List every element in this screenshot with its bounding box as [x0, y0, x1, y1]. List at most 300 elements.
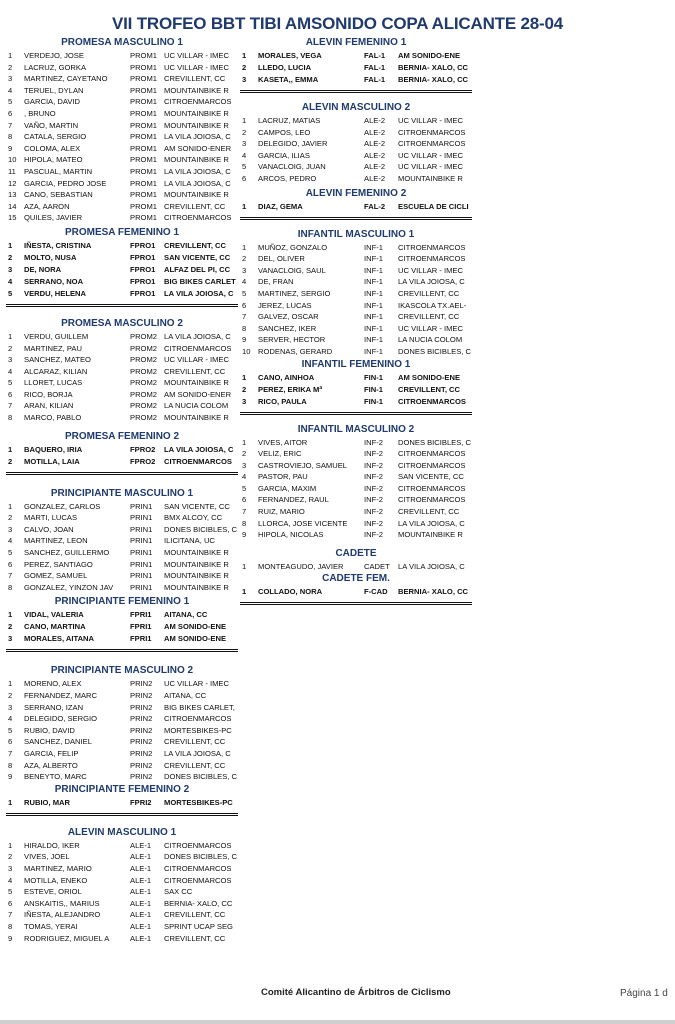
category-section: [240, 547, 472, 573]
rider-row: [6, 678, 238, 690]
rider-club: ALFAZ DEL PI, CC: [164, 264, 231, 274]
rider-position: 12: [8, 178, 17, 188]
category-section: [240, 423, 472, 541]
rider-position: 6: [8, 108, 13, 118]
rider-category: PRIN1: [130, 536, 153, 546]
rider-row: [240, 265, 472, 277]
rider-category: ALE-2: [364, 162, 386, 172]
rider-row: [6, 933, 238, 945]
rider-row: [6, 120, 238, 132]
rider-category: INF-2: [364, 449, 383, 459]
rider-category: ALE-1: [130, 898, 152, 908]
rider-category: INF-1: [364, 265, 383, 275]
rider-club: SAX CC: [164, 887, 193, 897]
rider-club: CITROENMARCOS: [164, 714, 232, 724]
right-column: [240, 36, 472, 605]
rider-row: [6, 863, 238, 875]
category-section: [240, 228, 472, 358]
rider-club: CREVILLENT, CC: [398, 507, 460, 517]
rider-position: 5: [8, 725, 13, 735]
rider-row: [240, 437, 472, 449]
rider-row: [6, 400, 238, 412]
rider-name: COLLADO, NORA: [258, 587, 323, 597]
category-title: PROMESA MASCULINO 1: [61, 37, 183, 48]
rider-category: FAL-1: [364, 75, 386, 84]
rider-row: [240, 276, 472, 288]
rider-row: [240, 62, 472, 74]
rider-category: INF-1: [364, 254, 383, 264]
rider-position: 5: [8, 548, 13, 558]
rider-row: [240, 173, 472, 185]
rider-position: 3: [8, 355, 13, 365]
rider-category: ALE-2: [364, 116, 386, 125]
rider-row: [6, 166, 238, 178]
category-title: PRINCIPIANTE MASCULINO 1: [50, 487, 194, 499]
rider-name: VERDU, HELENA: [24, 288, 87, 298]
rider-row: [6, 725, 238, 737]
rider-category: PRIN2: [130, 772, 153, 782]
rider-name: DE, NORA: [24, 264, 62, 274]
rider-row: [6, 570, 238, 582]
rider-category: PRIN1: [130, 559, 153, 569]
rider-category: FPRO1: [130, 288, 156, 298]
left-column: [6, 36, 238, 944]
rider-position: 5: [8, 97, 13, 107]
rider-name: SERVER, HECTOR: [258, 335, 326, 345]
rider-club: UC VILLAR - IMEC: [398, 116, 463, 125]
rider-category: PRIN1: [130, 501, 153, 511]
rider-name: , BRUNO: [24, 108, 56, 118]
rider-row: [6, 62, 238, 74]
category-section: [240, 36, 472, 93]
rider-category: FPRO1: [130, 264, 156, 274]
rider-club: AM SONIDO-ENE: [164, 622, 227, 632]
rider-category: INF-2: [364, 507, 383, 517]
rider-name: PEREZ, ERIKA Mª: [258, 384, 323, 394]
rider-row: [6, 96, 238, 108]
rider-category: FPRI1: [130, 610, 152, 620]
rider-position: 2: [8, 513, 13, 523]
rider-row: [6, 366, 238, 378]
rider-position: 1: [8, 797, 13, 807]
rider-position: 2: [8, 852, 13, 862]
rider-position: 7: [8, 748, 13, 758]
rider-position: 7: [8, 571, 13, 581]
rider-category: INF-2: [364, 460, 383, 470]
rider-category: ALE-1: [130, 840, 152, 850]
rider-row: [240, 334, 472, 346]
rider-name: LLORET, LUCAS: [24, 378, 83, 388]
rider-club: CITROENMARCOS: [164, 456, 232, 466]
rider-club: UC VILLAR - IMEC: [164, 62, 229, 72]
rider-row: [240, 586, 472, 598]
rider-club: DONES BICIBLES, C: [164, 524, 238, 534]
rider-position: 8: [242, 518, 247, 528]
rider-name: MUÑOZ, GONZALO: [258, 242, 328, 252]
rider-category: PRIN1: [130, 571, 153, 581]
rider-name: SANCHEZ, MATEO: [24, 355, 91, 365]
rider-club: AM SONIDO-ENE: [164, 634, 227, 644]
rider-row: [6, 621, 238, 633]
rider-category: PRIN1: [130, 582, 153, 592]
rider-club: SAN VICENTE, CC: [398, 472, 464, 482]
rider-row: [6, 547, 238, 559]
rider-position: 9: [242, 335, 247, 345]
rider-club: UC VILLAR - IMEC: [398, 162, 463, 172]
rider-category: FAL-2: [364, 201, 386, 211]
rider-category: PROM2: [130, 366, 158, 376]
rider-club: UC VILLAR - IMEC: [164, 679, 229, 689]
rider-position: 6: [8, 737, 13, 747]
rider-position: 3: [242, 265, 247, 275]
rider-category: ALE-2: [364, 139, 386, 149]
rider-category: FPRO1: [130, 276, 156, 286]
rider-club: BERNIA- XALO, CC: [164, 898, 233, 908]
rider-name: GONZALEZ, YINZON JAV: [24, 582, 114, 592]
rider-position: 9: [8, 143, 13, 153]
rider-name: PASTOR, PAU: [258, 472, 308, 482]
rider-club: UC VILLAR - IMEC: [398, 150, 463, 160]
rider-row: [6, 535, 238, 547]
rider-name: MARTINEZ, CAYETANO: [24, 74, 108, 84]
rider-position: 2: [8, 343, 13, 353]
rider-category: PRIN1: [130, 513, 153, 523]
rider-position: 3: [8, 264, 13, 274]
rider-position: 6: [242, 300, 247, 310]
rider-category: PROM1: [130, 120, 158, 130]
rider-category: PRIN1: [130, 548, 153, 558]
rider-row: [6, 909, 238, 921]
rider-position: 3: [242, 460, 247, 470]
rider-name: VELIZ, ERIC: [258, 449, 302, 459]
rider-club: CITROENMARCOS: [398, 449, 466, 459]
rider-category: PROM1: [130, 108, 158, 118]
category-section: [6, 664, 238, 782]
rider-club: ILICITANA, UC: [164, 536, 215, 546]
rider-name: SANCHEZ, IKER: [258, 323, 317, 333]
rider-name: KASETA,, EMMA: [258, 75, 319, 84]
rider-row: [6, 736, 238, 748]
rider-category: PROM2: [130, 331, 158, 341]
rider-club: AM SONIDO-ENER: [164, 143, 232, 153]
rider-category: PROM2: [130, 389, 158, 399]
section-divider: [240, 217, 472, 220]
rider-row: [6, 444, 238, 456]
rider-name: RUIZ, MARIO: [258, 507, 305, 517]
rider-row: [240, 161, 472, 173]
rider-row: [6, 108, 238, 120]
rider-row: [240, 50, 472, 62]
rider-row: [240, 127, 472, 139]
rider-position: 8: [8, 582, 13, 592]
rider-name: DELEGIDO, JAVIER: [258, 139, 328, 149]
rider-category: INF-1: [364, 242, 383, 252]
rider-club: DONES BICIBLES, C: [398, 437, 472, 447]
rider-row: [240, 74, 472, 86]
rider-position: 15: [8, 213, 17, 223]
rider-category: PRIN2: [130, 679, 153, 689]
rider-position: 3: [242, 75, 247, 84]
rider-category: FPRI2: [130, 797, 152, 807]
rider-club: MORTESBIKES-PC: [164, 797, 233, 807]
rider-position: 4: [242, 150, 247, 160]
rider-category: PROM2: [130, 343, 158, 353]
category-title: ALEVIN FEMENINO 1: [305, 37, 407, 48]
rider-position: 1: [242, 561, 247, 571]
category-title: INFANTIL FEMENINO 1: [301, 358, 411, 370]
rider-club: LA VILA JOIOSA, C: [164, 331, 231, 341]
rider-position: 1: [242, 116, 247, 125]
category-section: [6, 783, 238, 816]
rider-name: AZA, ALBERTO: [24, 760, 78, 770]
rider-row: [6, 690, 238, 702]
rider-position: 2: [242, 254, 247, 264]
rider-position: 2: [242, 127, 247, 137]
category-section: [240, 358, 472, 415]
rider-row: [6, 713, 238, 725]
rider-club: BERNIA- XALO, CC: [398, 63, 469, 72]
rider-category: INF-2: [364, 472, 383, 482]
rider-name: COLOMA, ALEX: [24, 143, 81, 153]
rider-club: MOUNTAINBIKE R: [164, 120, 229, 130]
rider-name: ANSKAITIS,, MARIUS: [24, 898, 100, 908]
rider-name: MARTINEZ, PAU: [24, 343, 82, 353]
rider-row: [6, 412, 238, 424]
rider-position: 6: [8, 559, 13, 569]
rider-row: [240, 460, 472, 472]
rider-club: LA NUCIA COLOM: [164, 401, 229, 411]
rider-row: [6, 633, 238, 645]
rider-position: 6: [242, 495, 247, 505]
rider-name: PEREZ, SANTIAGO: [24, 559, 93, 569]
rider-position: 4: [8, 714, 13, 724]
rider-club: CREVILLENT, CC: [164, 910, 226, 920]
footer-organization: Comité Alicantino de Árbitros de Ciclismo: [261, 987, 451, 998]
rider-row: [6, 212, 238, 224]
category-section: [6, 487, 238, 594]
rider-row: [240, 311, 472, 323]
rider-club: CITROENMARCOS: [164, 97, 232, 107]
rider-position: 1: [8, 240, 13, 250]
category-section: [6, 430, 238, 475]
rider-row: [240, 138, 472, 150]
rider-name: HIPOLA, NICOLAS: [258, 530, 324, 540]
rider-row: [240, 372, 472, 384]
rider-row: [6, 582, 238, 594]
rider-position: 1: [242, 201, 247, 211]
rider-row: [6, 512, 238, 524]
rider-category: PRIN1: [130, 524, 153, 534]
rider-name: MORALES, VEGA: [258, 51, 322, 60]
rider-position: 1: [8, 610, 13, 620]
rider-club: CREVILLENT, CC: [164, 760, 226, 770]
rider-position: 5: [242, 162, 247, 172]
rider-name: VIDAL, VALERIA: [24, 610, 84, 620]
rider-club: ESCUELA DE CICLI: [398, 201, 469, 211]
page-bottom-edge: [0, 1020, 675, 1024]
section-divider: [6, 304, 238, 307]
rider-position: 1: [242, 242, 247, 252]
rider-category: PROM1: [130, 51, 158, 60]
rider-row: [6, 178, 238, 190]
rider-name: CATALA, SERGIO: [24, 132, 87, 142]
rider-club: SPRINT UCAP SEG: [164, 921, 233, 931]
rider-club: SAN VICENTE, CC: [164, 252, 231, 262]
rider-row: [6, 264, 238, 276]
rider-club: LA VILA JOIOSA, C: [164, 132, 231, 142]
rider-name: VERDU, GUILLEM: [24, 331, 89, 341]
rider-name: QUILES, JAVIER: [24, 213, 83, 223]
rider-category: INF-1: [364, 335, 383, 345]
rider-position: 8: [242, 323, 247, 333]
rider-row: [6, 50, 238, 62]
rider-club: MOUNTAINBIKE R: [398, 530, 463, 540]
rider-row: [240, 506, 472, 518]
rider-position: 11: [8, 166, 16, 176]
rider-category: PROM1: [130, 201, 158, 211]
rider-club: LA VILA JOIOSA, C: [164, 444, 234, 454]
rider-position: 5: [242, 483, 247, 493]
rider-row: [240, 448, 472, 460]
rider-position: 3: [242, 139, 247, 149]
rider-name: GOMEZ, SAMUEL: [24, 571, 88, 581]
rider-name: ALCARAZ, KILIAN: [24, 366, 88, 376]
rider-row: [240, 201, 472, 213]
rider-category: FPRO2: [130, 456, 156, 466]
rider-name: PASCUAL, MARTIN: [24, 166, 93, 176]
category-title: PROMESA MASCULINO 2: [61, 317, 183, 329]
rider-category: PROM2: [130, 401, 158, 411]
rider-name: CASTROVIEJO, SAMUEL: [258, 460, 348, 470]
rider-position: 6: [8, 898, 13, 908]
rider-name: BAQUERO, IRIA: [24, 444, 83, 454]
rider-club: CITROENMARCOS: [164, 213, 232, 223]
rider-position: 7: [8, 120, 13, 130]
rider-name: VERDEJO, JOSE: [24, 51, 84, 60]
rider-club: CITROENMARCOS: [398, 495, 466, 505]
rider-club: CREVILLENT, CC: [398, 384, 461, 394]
rider-position: 5: [8, 887, 13, 897]
rider-row: [240, 518, 472, 530]
rider-club: CITROENMARCOS: [164, 343, 232, 353]
rider-name: RODRIGUEZ, MIGUEL A: [24, 933, 110, 943]
rider-club: MOUNTAINBIKE R: [164, 85, 229, 95]
rider-name: DE, FRAN: [258, 277, 294, 287]
rider-club: AM SONIDO-ENE: [398, 372, 461, 382]
rider-row: [6, 840, 238, 852]
rider-name: CANO, AINHOA: [258, 372, 315, 382]
rider-name: DIAZ, GEMA: [258, 201, 303, 211]
rider-row: [6, 354, 238, 366]
rider-category: ALE-1: [130, 887, 152, 897]
rider-category: INF-2: [364, 518, 383, 528]
rider-club: CITROENMARCOS: [164, 840, 232, 850]
rider-row: [6, 760, 238, 772]
rider-category: PROM1: [130, 178, 158, 188]
rider-name: IÑESTA, ALEJANDRO: [24, 910, 101, 920]
rider-club: BERNIA- XALO, CC: [398, 587, 469, 597]
rider-club: LA VILA JOIOSA, C: [164, 166, 231, 176]
rider-name: SANCHEZ, GUILLERMO: [24, 548, 110, 558]
rider-row: [240, 483, 472, 495]
category-section: [6, 36, 238, 224]
rider-position: 6: [242, 173, 247, 183]
rider-position: 1: [8, 679, 13, 689]
rider-club: AM SONIDO-ENE: [398, 51, 461, 60]
rider-position: 3: [8, 74, 13, 84]
rider-category: PRIN2: [130, 737, 153, 747]
rider-category: FPRI1: [130, 634, 152, 644]
category-title: PRINCIPIANTE FEMENINO 2: [54, 783, 190, 795]
rider-position: 4: [242, 277, 247, 287]
rider-position: 7: [8, 401, 13, 411]
rider-position: 3: [8, 524, 13, 534]
rider-club: AITANA, CC: [164, 691, 207, 700]
section-divider: [240, 90, 472, 93]
rider-category: ALE-1: [130, 910, 152, 920]
rider-position: 2: [8, 622, 13, 632]
rider-club: LA VILA JOIOSA, C: [398, 518, 465, 528]
rider-name: MOTILLA, LAIA: [24, 456, 80, 466]
rider-category: FPRO1: [130, 252, 156, 262]
rider-club: MOUNTAINBIKE R: [164, 548, 229, 558]
rider-row: [6, 389, 238, 401]
rider-category: INF-2: [364, 483, 383, 493]
rider-club: CREVILLENT, CC: [164, 737, 226, 747]
rider-club: CITROENMARCOS: [398, 460, 466, 470]
rider-name: MARTINEZ, SERGIO: [258, 288, 331, 298]
rider-row: [240, 529, 472, 541]
rider-position: 9: [242, 530, 247, 540]
rider-row: [240, 242, 472, 254]
rider-category: FAL-1: [364, 51, 386, 60]
rider-club: MOUNTAINBIKE R: [164, 108, 229, 118]
rider-club: CREVILLENT, CC: [398, 288, 460, 298]
rider-category: PROM2: [130, 355, 158, 365]
rider-row: [6, 559, 238, 571]
rider-club: LA NUCIA COLOM: [398, 335, 463, 345]
rider-club: LA VILA JOIOSA, C: [398, 561, 465, 571]
rider-row: [6, 702, 238, 714]
rider-name: MORALES, AITANA: [24, 634, 95, 644]
rider-category: PROM1: [130, 74, 158, 84]
rider-position: 2: [242, 63, 247, 72]
rider-position: 7: [242, 507, 247, 517]
rider-name: GARCIA, PEDRO JOSE: [24, 178, 107, 188]
rider-club: CITROENMARCOS: [164, 863, 232, 873]
rider-category: PRIN2: [130, 760, 153, 770]
section-divider: [6, 649, 238, 652]
rider-category: FPRO2: [130, 444, 156, 454]
rider-position: 5: [242, 288, 247, 298]
rider-position: 1: [242, 437, 247, 447]
rider-club: CITROENMARCOS: [398, 483, 466, 493]
rider-category: PROM1: [130, 190, 158, 200]
rider-club: LA VILA JOIOSA, C: [164, 288, 234, 298]
rider-category: ALE-2: [364, 150, 386, 160]
rider-position: 2: [8, 252, 13, 262]
rider-row: [6, 85, 238, 97]
section-divider: [240, 412, 472, 415]
rider-category: INF-1: [364, 323, 383, 333]
rider-position: 4: [8, 276, 13, 286]
rider-row: [6, 921, 238, 933]
rider-name: MARTI, LUCAS: [24, 513, 78, 523]
rider-name: ARCOS, PEDRO: [258, 173, 317, 183]
rider-position: 4: [8, 85, 13, 95]
rider-category: ALE-1: [130, 875, 152, 885]
rider-category: PRIN2: [130, 702, 153, 712]
